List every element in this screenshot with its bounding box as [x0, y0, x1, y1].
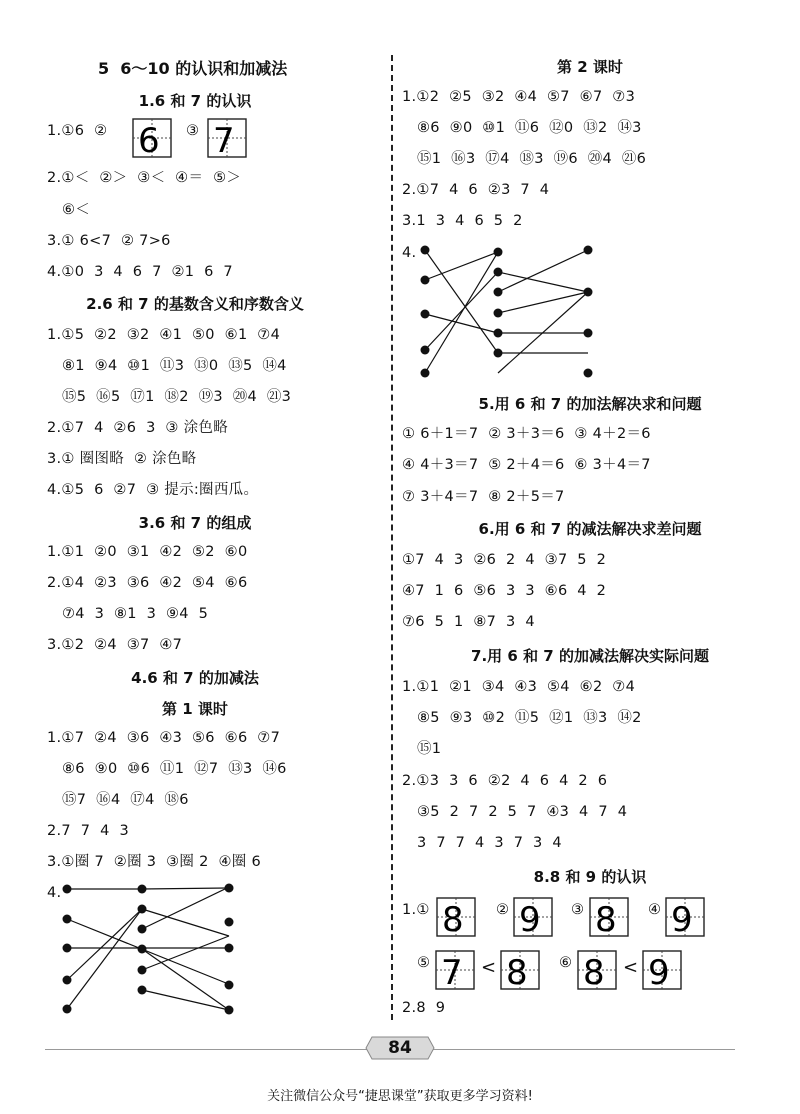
answer-line: ⑥＜: [62, 202, 91, 218]
answer-line: 2.①3 3 6 ②2 4 6 4 2 6: [402, 773, 608, 789]
section-title: 3.6 和 7 的组成: [138, 514, 252, 532]
answer-line: 4.: [47, 885, 62, 901]
grid-digit: 8: [595, 900, 617, 937]
answer-label: ⑥: [559, 955, 573, 971]
lesson-title: 第 2 课时: [557, 58, 623, 76]
answer-line: ⑧1 ⑨4 ⑩1 ⑪3 ⑬0 ⑬5 ⑭4: [62, 358, 287, 374]
matching-diagram: [415, 240, 615, 385]
less-than-sign: <: [623, 957, 639, 978]
footer-note: 关注微信公众号“捷思课堂”获取更多学习资料!: [267, 1089, 533, 1104]
answer-line: 3.① 6<7 ② 7>6: [47, 233, 171, 249]
section-title: 1.6 和 7 的认识: [138, 92, 252, 110]
writing-grid: [642, 950, 682, 990]
section-title: 7.用 6 和 7 的加减法解决实际问题: [471, 647, 709, 665]
grid-digit: 9: [648, 953, 670, 990]
answer-line: ⑧5 ⑨3 ⑩2 ⑪5 ⑫1 ⑬3 ⑭2: [417, 710, 642, 726]
answer-line: 2.7 7 4 3: [47, 823, 129, 839]
answer-label: ③: [186, 123, 200, 139]
answer-line: 1.①7 ②4 ③6 ④3 ⑤6 ⑥6 ⑦7: [47, 730, 281, 746]
answer-line: 4.①0 3 4 6 7 ②1 6 7: [47, 264, 233, 280]
grid-digit: 8: [583, 953, 605, 990]
less-than-sign: <: [481, 957, 497, 978]
column-divider: [391, 55, 393, 1020]
answer-line: 3.①2 ②4 ③7 ④7: [47, 637, 183, 653]
answer-line: ⑮1: [417, 741, 442, 757]
writing-grid: [207, 118, 247, 158]
answer-line: ⑧6 ⑨0 ⑩6 ⑪1 ⑫7 ⑬3 ⑭6: [62, 761, 287, 777]
grid-digit: 8: [506, 953, 528, 990]
answer-line: ⑧6 ⑨0 ⑩1 ⑪6 ⑫0 ⑬2 ⑭3: [417, 120, 642, 136]
page-number-badge: [364, 1035, 436, 1061]
answer-line: 1.①1 ②0 ③1 ④2 ⑤2 ⑥0: [47, 544, 248, 560]
answer-line: ① 6＋1＝7 ② 3＋3＝6 ③ 4＋2＝6: [402, 426, 651, 442]
answer-line: 2.①4 ②3 ③6 ④2 ⑤4 ⑥6: [47, 575, 248, 591]
answer-line: 1.①2 ②5 ③2 ④4 ⑤7 ⑥7 ⑦3: [402, 89, 636, 105]
answer-label: ⑤: [417, 955, 431, 971]
writing-grid: [500, 950, 540, 990]
unit-title: 5 6～10 的认识和加减法: [98, 59, 288, 78]
grid-digit: 6: [138, 121, 160, 158]
answer-label: ④: [648, 902, 662, 918]
answer-line: 4.①5 6 ②7 ③ 提示:圈西瓜。: [47, 482, 259, 498]
page-number: 84: [388, 1038, 412, 1058]
answer-line: ⑮5 ⑯5 ⑰1 ⑱2 ⑲3 ⑳4 ㉑3: [62, 389, 292, 405]
answer-line: ⑦6 5 1 ⑧7 3 4: [402, 614, 535, 630]
grid-digit: 9: [671, 900, 693, 937]
writing-grid: [589, 897, 629, 937]
matching-diagram: [55, 880, 245, 1020]
answer-line: 2.①7 4 6 ②3 7 4: [402, 182, 550, 198]
answer-line: 3 7 7 4 3 7 3 4: [417, 835, 562, 851]
answer-line: 1.①1 ②1 ③4 ④3 ⑤4 ⑥2 ⑦4: [402, 679, 636, 695]
answer-line: 1.①6 ②: [47, 123, 108, 139]
grid-digit: 7: [213, 121, 235, 158]
answer-line: 2.①7 4 ②6 3 ③ 涂色略: [47, 420, 229, 436]
section-title: 4.6 和 7 的加减法: [131, 669, 259, 687]
answer-line: 2.8 9: [402, 1000, 446, 1016]
writing-grid: [513, 897, 553, 937]
answer-line: 2.①＜ ②＞ ③＜ ④＝ ⑤＞: [47, 170, 242, 186]
answer-line: ⑮1 ⑯3 ⑰4 ⑱3 ⑲6 ⑳4 ㉑6: [417, 151, 647, 167]
grid-digit: 7: [441, 953, 463, 990]
answer-line: ⑦ 3＋4＝7 ⑧ 2＋5＝7: [402, 489, 565, 505]
writing-grid: [436, 897, 476, 937]
answer-label: ②: [496, 902, 510, 918]
answer-line: 3.①圈 7 ②圈 3 ③圈 2 ④圈 6: [47, 854, 262, 870]
answer-label: ③: [571, 902, 585, 918]
answer-line: ⑮7 ⑯4 ⑰4 ⑱6: [62, 792, 189, 808]
section-title: 8.8 和 9 的认识: [533, 868, 647, 886]
lesson-title: 第 1 课时: [162, 700, 228, 718]
writing-grid: [665, 897, 705, 937]
answer-label: 1.①: [402, 902, 430, 918]
writing-grid: [577, 950, 617, 990]
answer-line: 1.①5 ②2 ③2 ④1 ⑤0 ⑥1 ⑦4: [47, 327, 281, 343]
grid-digit: 8: [442, 900, 464, 937]
grid-digit: 9: [519, 900, 541, 937]
answer-line: 4.: [402, 245, 417, 261]
answer-line: 3.1 3 4 6 5 2: [402, 213, 523, 229]
answer-line: ⑦4 3 ⑧1 3 ⑨4 5: [62, 606, 209, 622]
answer-line: 3.① 圈图略 ② 涂色略: [47, 451, 197, 467]
section-title: 5.用 6 和 7 的加法解决求和问题: [478, 395, 702, 413]
section-title: 2.6 和 7 的基数含义和序数含义: [86, 295, 304, 313]
writing-grid: [435, 950, 475, 990]
answer-line: ④ 4＋3＝7 ⑤ 2＋4＝6 ⑥ 3＋4＝7: [402, 457, 651, 473]
answer-line: ③5 2 7 2 5 7 ④3 4 7 4: [417, 804, 628, 820]
answer-line: ①7 4 3 ②6 2 4 ③7 5 2: [402, 552, 607, 568]
section-title: 6.用 6 和 7 的减法解决求差问题: [478, 520, 702, 538]
answer-line: ④7 1 6 ⑤6 3 3 ⑥6 4 2: [402, 583, 607, 599]
writing-grid: [132, 118, 172, 158]
